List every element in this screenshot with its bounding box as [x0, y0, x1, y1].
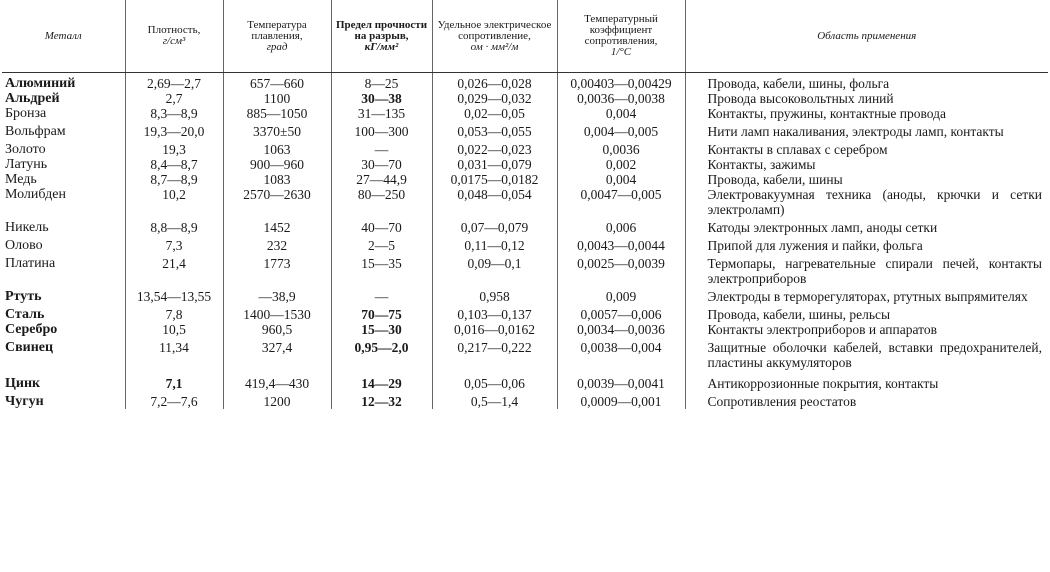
strength-value: — — [331, 286, 432, 304]
header-melting — [223, 0, 331, 73]
table-header-row — [2, 0, 1048, 73]
header-application — [685, 0, 1048, 73]
header-metal-label: Металл — [44, 29, 82, 42]
application-text: Провода, кабели, шины, фольга — [685, 73, 1048, 92]
metal-name: Свинец — [5, 340, 54, 355]
density-value: 10,2 — [125, 187, 223, 217]
header-density-unit: г/см³ — [162, 35, 186, 47]
metal-name: Золото — [5, 142, 46, 157]
strength-value: 70—75 — [331, 304, 432, 322]
table-body — [2, 73, 1048, 410]
coefficient-value: 0,004 — [557, 172, 685, 187]
table-row — [2, 253, 1048, 286]
strength-value: — — [331, 139, 432, 157]
application-text: Сопротивления реостатов — [685, 391, 1048, 409]
melting-value: 1400—1530 — [223, 304, 331, 322]
metals-properties-table — [2, 0, 1048, 409]
resistivity-value: 0,02—0,05 — [432, 106, 557, 121]
metal-name: Олово — [5, 238, 43, 253]
table-row — [2, 337, 1048, 370]
table-row — [2, 304, 1048, 322]
melting-value: 419,4—430 — [223, 370, 331, 391]
density-value: 7,2—7,6 — [125, 391, 223, 409]
strength-value: 12—32 — [331, 391, 432, 409]
strength-value: 2—5 — [331, 235, 432, 253]
density-value: 11,34 — [125, 337, 223, 370]
coefficient-value: 0,0043—0,0044 — [557, 235, 685, 253]
coefficient-value: 0,0036—0,0038 — [557, 91, 685, 106]
table-row — [2, 172, 1048, 187]
metal-name: Чугун — [5, 394, 44, 409]
header-coefficient — [557, 0, 685, 73]
density-value: 19,3—20,0 — [125, 121, 223, 139]
resistivity-value: 0,217—0,222 — [432, 337, 557, 370]
header-application-label: Область применения — [817, 29, 917, 42]
strength-value: 30—38 — [331, 91, 432, 106]
application-text: Катоды электронных ламп, аноды сетки — [685, 217, 1048, 235]
metal-name: Ртуть — [5, 289, 42, 304]
header-resistivity-unit: ом · мм²/м — [470, 40, 519, 53]
resistivity-value: 0,05—0,06 — [432, 370, 557, 391]
density-value: 13,54—13,55 — [125, 286, 223, 304]
metal-name: Молибден — [5, 187, 66, 202]
table-row — [2, 391, 1048, 409]
table-row — [2, 73, 1048, 92]
coefficient-value: 0,006 — [557, 217, 685, 235]
application-text: Провода, кабели, шины — [685, 172, 1048, 187]
density-value: 8,3—8,9 — [125, 106, 223, 121]
strength-value: 15—35 — [331, 253, 432, 286]
header-strength-title: Предел прочности на разрыв, — [335, 18, 428, 42]
strength-value: 27—44,9 — [331, 172, 432, 187]
coefficient-value: 0,004—0,005 — [557, 121, 685, 139]
strength-value: 30—70 — [331, 157, 432, 172]
application-text: Контакты электроприборов и аппаратов — [685, 322, 1048, 337]
metal-name: Алюминий — [5, 76, 76, 91]
metal-name: Серебро — [5, 322, 58, 337]
coefficient-value: 0,0038—0,004 — [557, 337, 685, 370]
strength-value: 80—250 — [331, 187, 432, 217]
strength-value: 14—29 — [331, 370, 432, 391]
coefficient-value: 0,0025—0,0039 — [557, 253, 685, 286]
melting-value: 232 — [223, 235, 331, 253]
coefficient-value: 0,009 — [557, 286, 685, 304]
melting-value: 900—960 — [223, 157, 331, 172]
metal-name: Вольфрам — [5, 124, 66, 139]
header-strength-unit: кГ/мм² — [364, 40, 399, 53]
table-row — [2, 187, 1048, 217]
coefficient-value: 0,00403—0,00429 — [557, 73, 685, 92]
table-row — [2, 139, 1048, 157]
header-strength — [331, 0, 432, 73]
header-metal — [2, 0, 125, 73]
strength-value: 8—25 — [331, 73, 432, 92]
resistivity-value: 0,031—0,079 — [432, 157, 557, 172]
melting-value: 885—1050 — [223, 106, 331, 121]
table-row — [2, 157, 1048, 172]
application-text: Электровакуумная техника (аноды, крючки и сетки электроламп) — [685, 187, 1048, 217]
metal-name: Платина — [5, 256, 56, 271]
table-row — [2, 370, 1048, 391]
density-value: 7,3 — [125, 235, 223, 253]
melting-value: 1083 — [223, 172, 331, 187]
melting-value: —38,9 — [223, 286, 331, 304]
application-text: Провода высоковольтных линий — [685, 91, 1048, 106]
metal-name: Цинк — [5, 376, 41, 391]
melting-value: 657—660 — [223, 73, 331, 92]
table-row — [2, 121, 1048, 139]
density-value: 8,7—8,9 — [125, 172, 223, 187]
resistivity-value: 0,048—0,054 — [432, 187, 557, 217]
coefficient-value: 0,002 — [557, 157, 685, 172]
header-melting-unit: град — [266, 40, 288, 53]
strength-value: 15—30 — [331, 322, 432, 337]
metal-name: Никель — [5, 220, 49, 235]
resistivity-value: 0,022—0,023 — [432, 139, 557, 157]
density-value: 8,4—8,7 — [125, 157, 223, 172]
table-row — [2, 322, 1048, 337]
coefficient-value: 0,0057—0,006 — [557, 304, 685, 322]
table-row — [2, 217, 1048, 235]
application-text: Электроды в терморегуляторах, ртутных выпрямителях — [685, 286, 1048, 304]
coefficient-value: 0,004 — [557, 106, 685, 121]
resistivity-value: 0,09—0,1 — [432, 253, 557, 286]
metal-name: Медь — [5, 172, 37, 187]
density-value: 8,8—8,9 — [125, 217, 223, 235]
resistivity-value: 0,958 — [432, 286, 557, 304]
resistivity-value: 0,11—0,12 — [432, 235, 557, 253]
melting-value: 1452 — [223, 217, 331, 235]
resistivity-value: 0,026—0,028 — [432, 73, 557, 92]
melting-value: 1100 — [223, 91, 331, 106]
resistivity-value: 0,029—0,032 — [432, 91, 557, 106]
coefficient-value: 0,0047—0,005 — [557, 187, 685, 217]
header-density-title: Плотность, — [147, 24, 201, 36]
table-row — [2, 91, 1048, 106]
table-row — [2, 286, 1048, 304]
metal-name: Бронза — [5, 106, 47, 121]
application-text: Нити ламп накаливания, электроды ламп, контакты — [685, 121, 1048, 139]
melting-value: 3370±50 — [223, 121, 331, 139]
header-coefficient-title: Температурный коэффициент сопротивления, — [584, 13, 658, 47]
density-value: 7,1 — [125, 370, 223, 391]
header-density — [125, 0, 223, 73]
coefficient-value: 0,0039—0,0041 — [557, 370, 685, 391]
metal-name: Альдрей — [5, 91, 60, 106]
strength-value: 40—70 — [331, 217, 432, 235]
density-value: 19,3 — [125, 139, 223, 157]
melting-value: 327,4 — [223, 337, 331, 370]
density-value: 7,8 — [125, 304, 223, 322]
coefficient-value: 0,0036 — [557, 139, 685, 157]
metal-name: Латунь — [5, 157, 48, 172]
resistivity-value: 0,07—0,079 — [432, 217, 557, 235]
table-row — [2, 106, 1048, 121]
header-coefficient-unit: 1/°С — [610, 46, 632, 58]
melting-value: 1200 — [223, 391, 331, 409]
application-text: Контакты, зажимы — [685, 157, 1048, 172]
density-value: 2,69—2,7 — [125, 73, 223, 92]
application-text: Контакты, пружины, контактные провода — [685, 106, 1048, 121]
resistivity-value: 0,5—1,4 — [432, 391, 557, 409]
density-value: 10,5 — [125, 322, 223, 337]
resistivity-value: 0,0175—0,0182 — [432, 172, 557, 187]
strength-value: 0,95—2,0 — [331, 337, 432, 370]
table-row — [2, 235, 1048, 253]
melting-value: 1773 — [223, 253, 331, 286]
application-text: Контакты в сплавах с серебром — [685, 139, 1048, 157]
application-text: Припой для лужения и пайки, фольга — [685, 235, 1048, 253]
melting-value: 960,5 — [223, 322, 331, 337]
application-text: Термопары, нагревательные спирали печей, контакты электроприборов — [685, 253, 1048, 286]
melting-value: 2570—2630 — [223, 187, 331, 217]
coefficient-value: 0,0034—0,0036 — [557, 322, 685, 337]
resistivity-value: 0,053—0,055 — [432, 121, 557, 139]
application-text: Провода, кабели, шины, рельсы — [685, 304, 1048, 322]
melting-value: 1063 — [223, 139, 331, 157]
application-text: Антикоррозионные покрытия, контакты — [685, 370, 1048, 391]
strength-value: 100—300 — [331, 121, 432, 139]
resistivity-value: 0,016—0,0162 — [432, 322, 557, 337]
coefficient-value: 0,0009—0,001 — [557, 391, 685, 409]
resistivity-value: 0,103—0,137 — [432, 304, 557, 322]
header-melting-title: Температура плавления, — [247, 18, 307, 42]
application-text: Защитные оболочки кабелей, вставки предохранителей, пластины аккумуляторов — [685, 337, 1048, 370]
density-value: 21,4 — [125, 253, 223, 286]
density-value: 2,7 — [125, 91, 223, 106]
strength-value: 31—135 — [331, 106, 432, 121]
header-resistivity — [432, 0, 557, 73]
header-resistivity-title: Удельное электрическое сопротивление, — [437, 18, 552, 42]
metal-name: Сталь — [5, 307, 45, 322]
